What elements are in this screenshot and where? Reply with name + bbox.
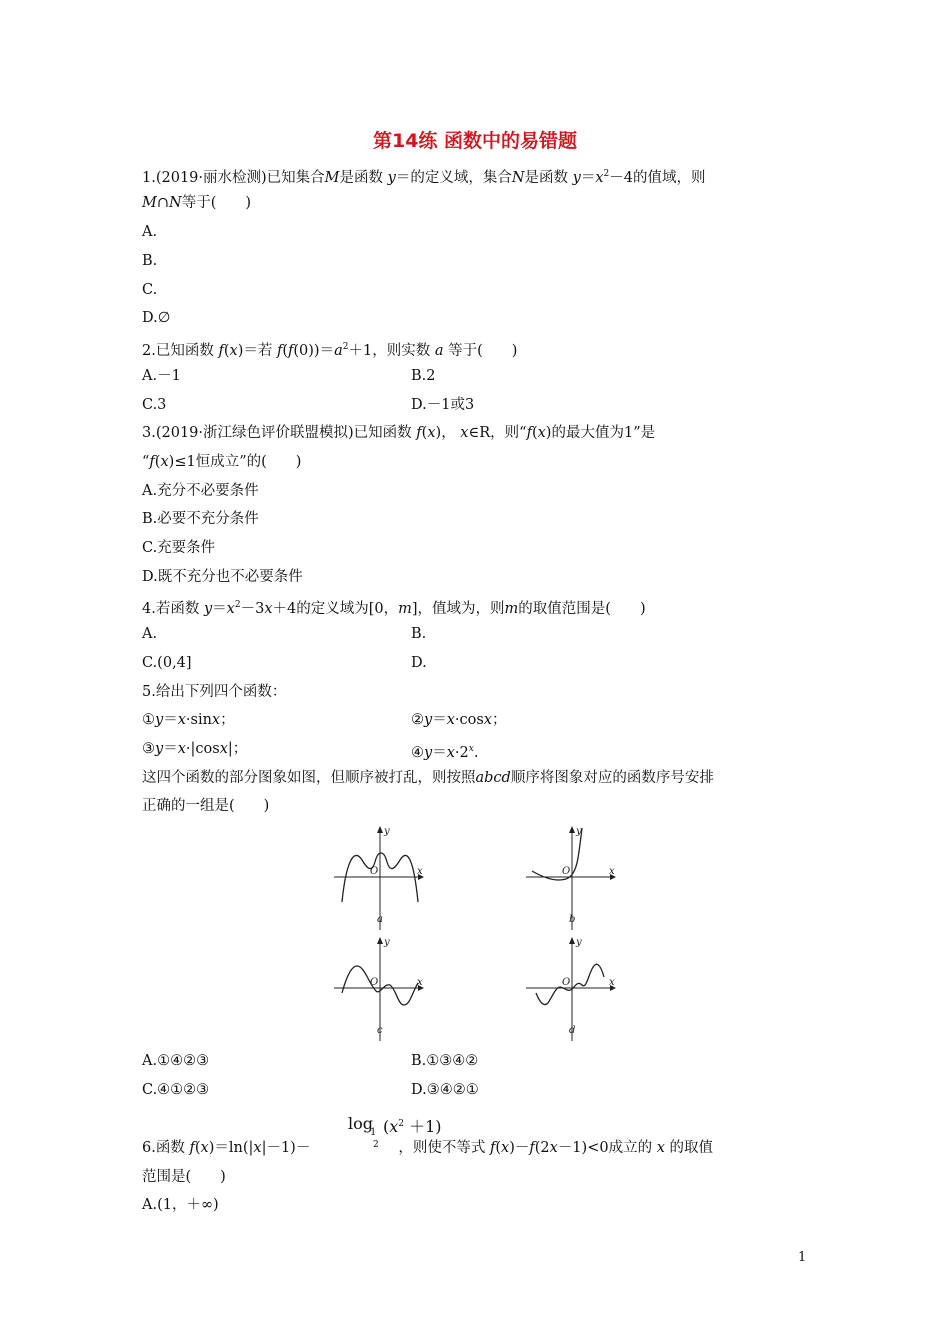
q4-option-d: D. xyxy=(411,655,427,671)
q2-option-d: D.－1或3 xyxy=(411,397,475,413)
q5-function-4: $④y=x\cdot 2^x$. xyxy=(411,744,479,761)
graph-c-x-label: x xyxy=(417,977,423,988)
q1-stem-line1: 1.(2019·丽水检测)已知集合M是函数 y＝的定义域，集合N是函数 $y=x^2-4$的值域，则 xyxy=(142,169,706,186)
q5-function-2: ②y＝x·cosx； xyxy=(411,712,507,728)
q6-stem-line1: 6.函数 f(x)＝ln(|x|－1)－ ，则使不等式 f(x)－f(2x－1)<0成立的 x 的取值 xyxy=(142,1140,713,1156)
graph-d-origin-label: O xyxy=(562,977,571,988)
q6-log-expression: log 1 2 $(x^2 +1)$ xyxy=(348,1114,442,1150)
graph-d xyxy=(524,933,624,1043)
q3-stem-line1: 3.(2019·浙江绿色评价联盟模拟)已知函数 f(x)， x∈R，则“f(x)的最大值为1”是 xyxy=(142,425,656,441)
q4-stem: 4.若函数 $y=x^2-3x+4$的定义域为[0，m]，值域为，则m的取值范围是( ) xyxy=(142,600,646,617)
graph-a-y-label: y xyxy=(384,826,390,837)
q3-option-d: D.既不充分也不必要条件 xyxy=(142,569,303,585)
graph-c xyxy=(332,933,432,1043)
q1-option-c: C. xyxy=(142,282,158,298)
graph-b-origin-label: O xyxy=(562,866,571,877)
q5-function-1: ①y＝x·sinx； xyxy=(142,712,235,728)
q5-option-b: B.①③④② xyxy=(411,1053,479,1069)
graph-c-caption: c xyxy=(377,1025,383,1036)
q1-stem-line2: M∩N等于( ) xyxy=(142,195,252,211)
q4-option-c: C.(0,4] xyxy=(142,655,192,671)
q5-function-3: ③y＝x·|cosx|； xyxy=(142,741,248,757)
graph-d-x-label: x xyxy=(609,977,615,988)
graph-b-x-label: x xyxy=(609,866,615,877)
graph-c-origin-label: O xyxy=(370,977,379,988)
q5-description-line1: 这四个函数的部分图象如图，但顺序被打乱，则按照abcd顺序将图象对应的函数序号安排 xyxy=(142,770,714,786)
q2-option-b: B.2 xyxy=(411,368,436,384)
graph-b-caption: b xyxy=(569,914,576,925)
q3-option-a: A.充分不必要条件 xyxy=(142,483,259,499)
q1-option-d: D.∅ xyxy=(142,310,171,326)
page-number: 1 xyxy=(798,1250,807,1265)
q1-option-a: A. xyxy=(142,224,158,240)
q5-description-line2: 正确的一组是( ) xyxy=(142,798,270,814)
graph-a-x-label: x xyxy=(417,866,423,877)
q4-option-a: A. xyxy=(142,626,158,642)
q2-stem: 2.已知函数 f(x)＝若 $f(f(0))=a^2+1$，则实数 a 等于( ) xyxy=(142,342,518,359)
graph-a xyxy=(332,822,432,932)
graph-a-origin-label: O xyxy=(370,866,379,877)
graph-d-y-label: y xyxy=(576,937,582,948)
graph-d-caption: d xyxy=(569,1025,576,1036)
q6-option-a: A.(1，＋∞) xyxy=(142,1197,219,1213)
q5-option-c: C.④①②③ xyxy=(142,1082,210,1098)
q5-stem: 5.给出下列四个函数： xyxy=(142,684,287,700)
graph-c-y-label: y xyxy=(384,937,390,948)
q3-option-b: B.必要不充分条件 xyxy=(142,511,259,527)
q3-stem-line2: “f(x)≤1恒成立”的( ) xyxy=(142,454,302,470)
q6-stem-line2: 范围是( ) xyxy=(142,1169,226,1185)
graph-a-caption: a xyxy=(377,914,383,925)
q2-option-a: A.－1 xyxy=(142,368,181,384)
q5-option-d: D.③④②① xyxy=(411,1082,479,1098)
q4-option-b: B. xyxy=(411,626,427,642)
graph-b xyxy=(524,822,624,932)
page-title: 第14练 函数中的易错题 xyxy=(372,130,578,152)
q2-option-c: C.3 xyxy=(142,397,167,413)
q3-option-c: C.充要条件 xyxy=(142,540,216,556)
graph-b-y-label: y xyxy=(576,826,582,837)
q1-option-b: B. xyxy=(142,253,158,269)
q5-option-a: A.①④②③ xyxy=(142,1053,210,1069)
